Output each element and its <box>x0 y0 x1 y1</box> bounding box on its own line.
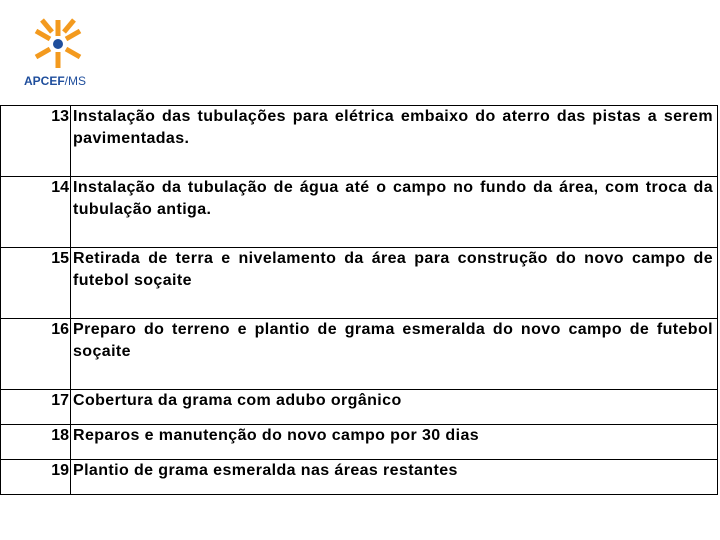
item-text: Reparos e manutenção do novo campo por 30 dias <box>71 425 718 460</box>
item-text: Plantio de grama esmeralda nas áreas restantes <box>71 460 718 495</box>
item-number: 15 <box>1 248 71 319</box>
table-row <box>1 425 718 460</box>
item-text: Instalação das tubulações para elétrica embaixo do aterro das pistas a serem pavimentadas. <box>71 106 718 177</box>
apcef-emblem-icon <box>28 18 88 76</box>
apcef-logo <box>14 18 114 98</box>
table-row <box>1 319 718 390</box>
item-number: 18 <box>1 425 71 460</box>
item-text: Instalação da tubulação de água até o campo no fundo da área, com troca da tubulação antiga. <box>71 177 718 248</box>
item-number: 14 <box>1 177 71 248</box>
logo-wordmark <box>24 74 86 88</box>
logo-suffix: /MS <box>64 74 87 88</box>
table-row <box>1 460 718 495</box>
table-row <box>1 248 718 319</box>
item-text: Retirada de terra e nivelamento da área para construção do novo campo de futebol soçaite <box>71 248 718 319</box>
item-text: Preparo do terreno e plantio de grama esmeralda do novo campo de futebol soçaite <box>71 319 718 390</box>
item-text: Cobertura da grama com adubo orgânico <box>71 390 718 425</box>
item-number: 16 <box>1 319 71 390</box>
item-number: 13 <box>1 106 71 177</box>
table-row <box>1 177 718 248</box>
item-number: 19 <box>1 460 71 495</box>
table-row <box>1 390 718 425</box>
item-number: 17 <box>1 390 71 425</box>
logo-brand: APCEF <box>24 74 65 88</box>
items-table <box>0 105 718 495</box>
table-row <box>1 106 718 177</box>
